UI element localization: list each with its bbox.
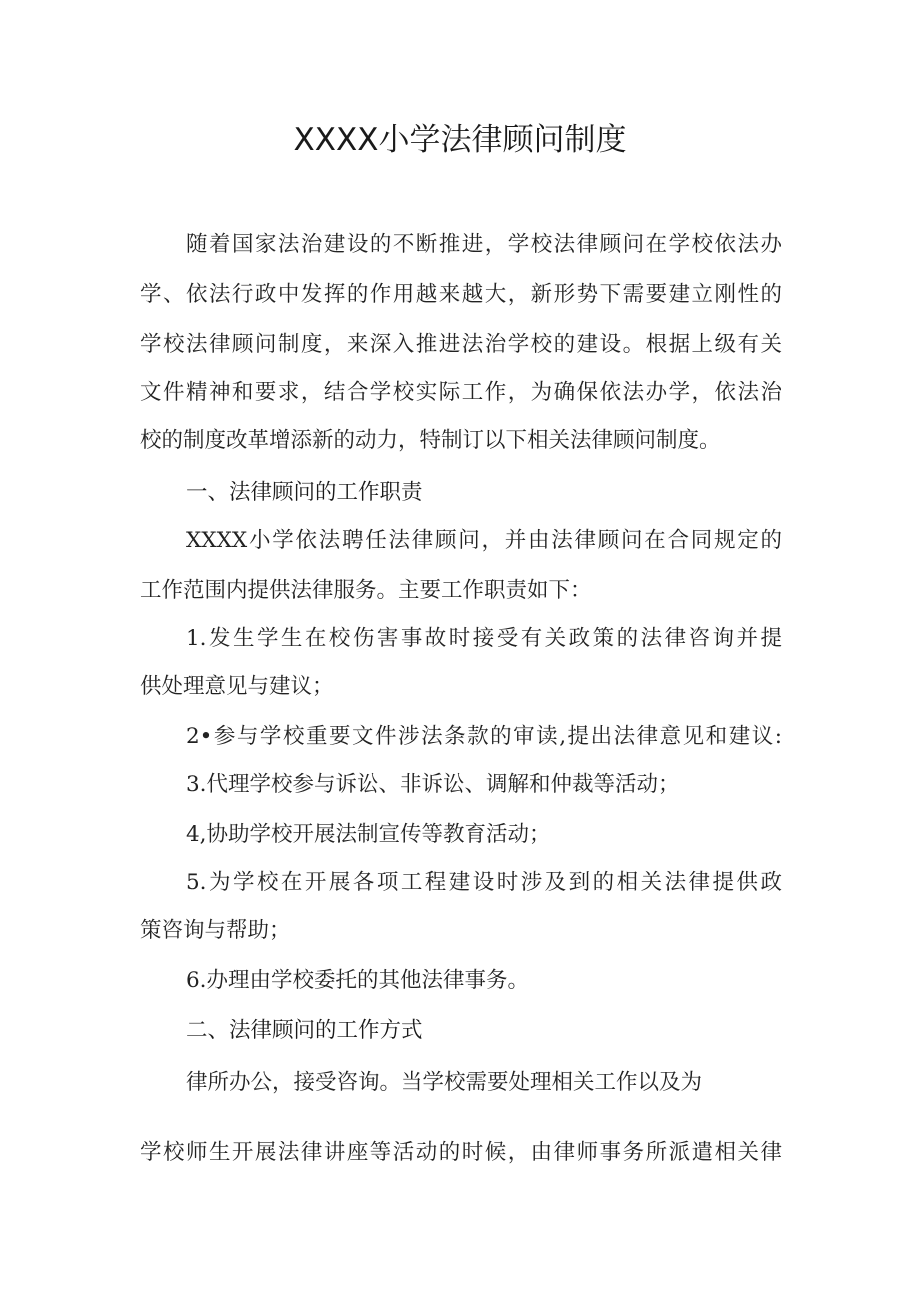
duty-item-1: 1.发生学生在校伤害事故时接受有关政策的法律咨询并提 <box>186 626 782 651</box>
duty-item-4: 4,协助学校开展法制宣传等教育活动； <box>186 822 551 847</box>
section2-heading: 二、法律顾问的工作方式 <box>186 1018 423 1043</box>
duty-item-5: 5.为学校在开展各项工程建设时涉及到的相关法律提供政 <box>186 870 782 895</box>
intro-line: 学校法律顾问制度，来深入推进法治学校的建设。根据上级有关 <box>140 332 782 357</box>
section2-line: 学校师生开展法律讲座等活动的时候，由律师事务所派遣相关律 <box>140 1140 782 1165</box>
section1-line: XXXX小学依法聘任法律顾问，并由法律顾问在合同规定的 <box>186 528 782 553</box>
intro-line: 校的制度改革增添新的动力，特制订以下相关法律顾问制度。 <box>140 428 721 453</box>
intro-line: 文件精神和要求，结合学校实际工作，为确保依法办学，依法治 <box>140 380 782 405</box>
duty-item-5-cont: 策咨询与帮助； <box>140 918 291 943</box>
intro-line: 学、依法行政中发挥的作用越来越大，新形势下需要建立刚性的 <box>140 282 782 307</box>
section1-heading: 一、法律顾问的工作职责 <box>186 480 423 505</box>
section1-line: 工作范围内提供法律服务。主要工作职责如下： <box>140 578 592 603</box>
duty-item-6: 6.办理由学校委托的其他法律事务。 <box>186 968 530 993</box>
intro-line: 随着国家法治建设的不断推进，学校法律顾问在学校依法办 <box>186 232 782 257</box>
duty-item-3: 3.代理学校参与诉讼、非诉讼、调解和仲裁等活动； <box>186 772 680 797</box>
duty-item-1-cont: 供处理意见与建议； <box>140 674 334 699</box>
duty-item-2: 2•参与学校重要文件涉法条款的审读,提出法律意见和建议: <box>186 724 782 749</box>
document-title: XXXX小学法律顾问制度 <box>293 122 627 158</box>
section2-line: 律所办公，接受咨询。当学校需要处理相关工作以及为 <box>186 1070 703 1095</box>
